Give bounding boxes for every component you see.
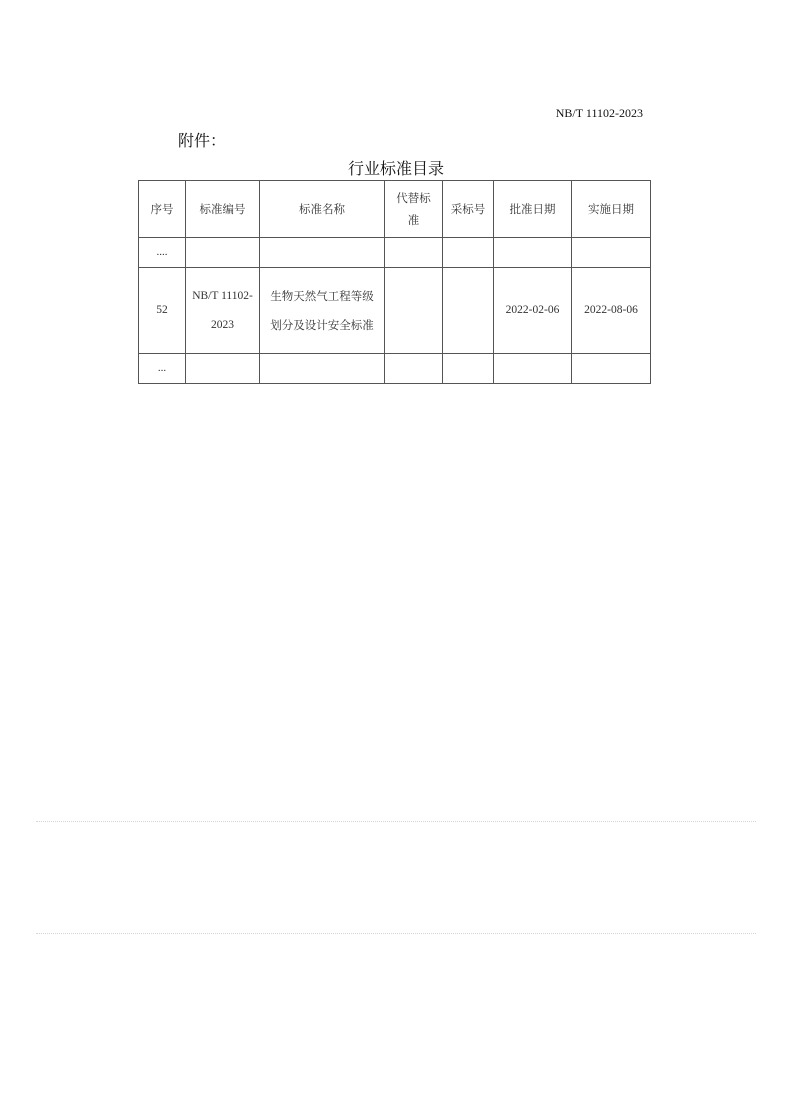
header-effective: 实施日期 <box>572 181 651 238</box>
cell-effective <box>572 238 651 268</box>
cell-adoption <box>443 238 494 268</box>
header-name: 标准名称 <box>260 181 385 238</box>
cell-replaces <box>385 354 443 384</box>
header-number: 标准编号 <box>186 181 260 238</box>
header-approved: 批准日期 <box>494 181 572 238</box>
cell-adoption <box>443 268 494 354</box>
cell-effective <box>572 354 651 384</box>
cell-replaces <box>385 238 443 268</box>
cell-effective: 2022-08-06 <box>572 268 651 354</box>
cell-approved: 2022-02-06 <box>494 268 572 354</box>
cell-name <box>260 238 385 268</box>
table-header-row <box>139 181 651 238</box>
cell-approved <box>494 354 572 384</box>
footer-divider <box>36 933 756 934</box>
cell-replaces <box>385 268 443 354</box>
header-replaces: 代替标准 <box>385 181 443 238</box>
footer-divider <box>36 821 756 822</box>
cell-number <box>186 238 260 268</box>
cell-number: NB/T 11102-2023 <box>186 268 260 354</box>
document-title: 行业标准目录 <box>347 159 444 178</box>
header-adoption: 采标号 <box>443 181 494 238</box>
standard-code: NB/T 11102-2023 <box>555 106 643 120</box>
cell-seq: .... <box>139 238 186 268</box>
cell-seq: ... <box>139 354 186 384</box>
cell-name <box>260 354 385 384</box>
cell-number <box>186 354 260 384</box>
standards-table <box>138 180 651 384</box>
cell-seq: 52 <box>139 268 186 354</box>
cell-name: 生物天然气工程等级划分及设计安全标准 <box>260 268 385 354</box>
cell-approved <box>494 238 572 268</box>
header-seq: 序号 <box>139 181 186 238</box>
table-row <box>139 238 651 268</box>
table-row <box>139 354 651 384</box>
table-row <box>139 268 651 354</box>
attachment-label: 附件： <box>178 131 227 150</box>
cell-adoption <box>443 354 494 384</box>
